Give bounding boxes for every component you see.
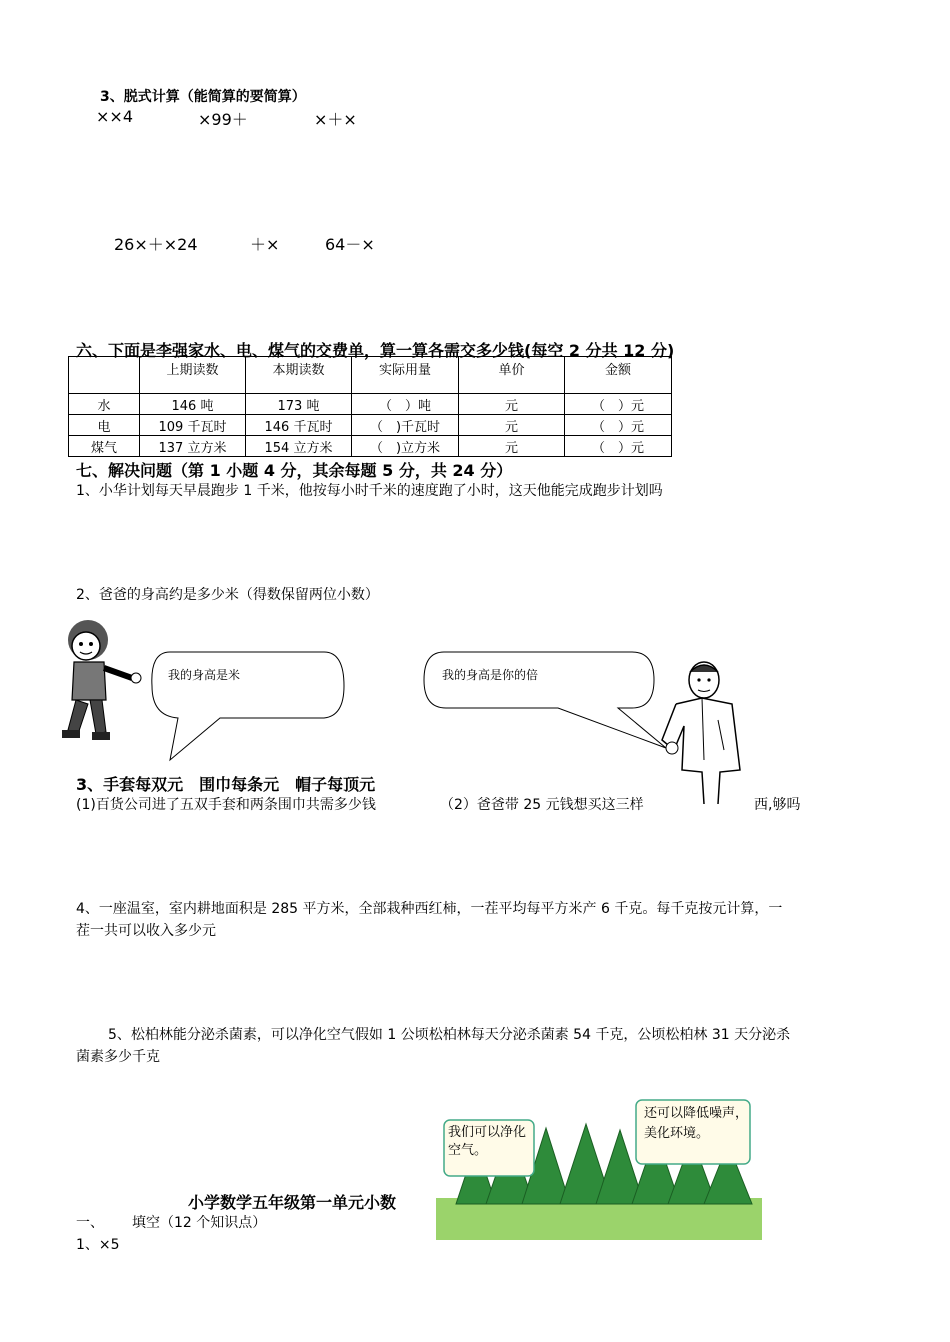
fee-table-header-cell: 实际用量 xyxy=(352,357,459,394)
table-row xyxy=(69,394,672,415)
problem-5-line1: 5、松柏林能分泌杀菌素，可以净化空气假如 1 公顷松柏林每天分泌杀菌素 54 千克，公顷松柏林 31 天分泌杀 xyxy=(108,1027,791,1043)
fee-table-cell: 煤气 xyxy=(69,436,140,457)
problem-5-line2: 菌素多少千克 xyxy=(76,1049,160,1065)
problem-section-title: 七、解决问题（第 1 小题 4 分，其余每题 5 分，共 24 分） xyxy=(76,461,513,480)
fee-table xyxy=(68,356,672,457)
calc-expr: ××4 xyxy=(96,107,133,126)
problem-4-line1: 4、一座温室，室内耕地面积是 285 平方米，全部栽种西红柿，一茬平均每平方米产 6 千克。每千克按元计算，一 xyxy=(76,901,783,917)
calc-expr: 64－× xyxy=(325,235,375,254)
fee-table-header-cell: 金额 xyxy=(565,357,672,394)
problem-1: 1、小华计划每天早晨跑步 1 千米，他按每小时千米的速度跑了小时，这天他能完成跑步计划吗 xyxy=(76,483,663,499)
part-1-label: 一、 xyxy=(76,1215,104,1231)
fee-table-header-cell: 单价 xyxy=(459,357,565,394)
fee-table-cell: 173 吨 xyxy=(246,394,352,415)
fee-table-cell: （ ）元 xyxy=(565,436,672,457)
fee-table-cell: 电 xyxy=(69,415,140,436)
boy-illustration xyxy=(60,618,150,750)
fee-table-header-cell: 本期读数 xyxy=(246,357,352,394)
forest-sign-left-text: 我们可以净化空气。 xyxy=(448,1125,527,1158)
table-row xyxy=(69,436,672,457)
fee-table-header-cell: 上期读数 xyxy=(140,357,246,394)
calc-expr: 26×＋×24 xyxy=(114,235,198,254)
problem-3-1: (1)百货公司进了五双手套和两条围巾共需多少钱 xyxy=(76,797,376,813)
fee-table-cell: （ ）元 xyxy=(565,394,672,415)
father-illustration xyxy=(654,660,746,804)
calc-section-title: 3、脱式计算（能简算的要简算） xyxy=(100,89,306,105)
fee-table-cell: 146 吨 xyxy=(140,394,246,415)
fee-table-cell: （ ）元 xyxy=(565,415,672,436)
calc-expr: ×99＋ xyxy=(198,110,248,129)
table-row xyxy=(69,415,672,436)
fee-table-cell: （ )立方米 xyxy=(352,436,459,457)
fee-table-cell: 元 xyxy=(459,394,565,415)
problem-3-title: 3、手套每双元 围巾每条元 帽子每顶元 xyxy=(76,775,376,794)
fee-table-cell: （ )千瓦时 xyxy=(352,415,459,436)
fee-table-cell: 元 xyxy=(459,415,565,436)
part-1-text: 填空（12 个知识点） xyxy=(132,1215,267,1231)
speech-bubble-right xyxy=(422,650,672,750)
speech-bubble-left-text: 我的身高是米 xyxy=(168,668,241,682)
fill-item-1: 1、×5 xyxy=(76,1237,120,1253)
fee-table-cell: 109 千瓦时 xyxy=(140,415,246,436)
calc-expr: ＋× xyxy=(250,235,280,254)
forest-sign-right-text: 还可以降低噪声，美化环境。 xyxy=(644,1106,749,1141)
problem-3-2b: 西,够吗 xyxy=(754,797,801,813)
calc-expr: ×＋× xyxy=(314,110,357,129)
fee-table-cell: 146 千瓦时 xyxy=(246,415,352,436)
fee-table-cell: 水 xyxy=(69,394,140,415)
fee-table-cell: 137 立方米 xyxy=(140,436,246,457)
fee-table-header-row xyxy=(69,357,672,394)
fee-table-cell: （ ）吨 xyxy=(352,394,459,415)
problem-2: 2、爸爸的身高约是多少米（得数保留两位小数） xyxy=(76,587,379,603)
fee-table-cell: 元 xyxy=(459,436,565,457)
speech-bubble-right-text: 我的身高是你的倍 xyxy=(442,668,539,682)
fee-table-header-cell xyxy=(69,357,140,394)
unit-title: 小学数学五年级第一单元小数 xyxy=(188,1193,397,1212)
fee-table-cell: 154 立方米 xyxy=(246,436,352,457)
fee-section-title: 六、下面是李强家水、电、煤气的交费单，算一算各需交多少钱(每空 2 分共 12 分) xyxy=(76,341,675,360)
problem-3-2a: （2）爸爸带 25 元钱想买这三样 xyxy=(440,797,644,813)
problem-4-line2: 茬一共可以收入多少元 xyxy=(76,923,216,939)
